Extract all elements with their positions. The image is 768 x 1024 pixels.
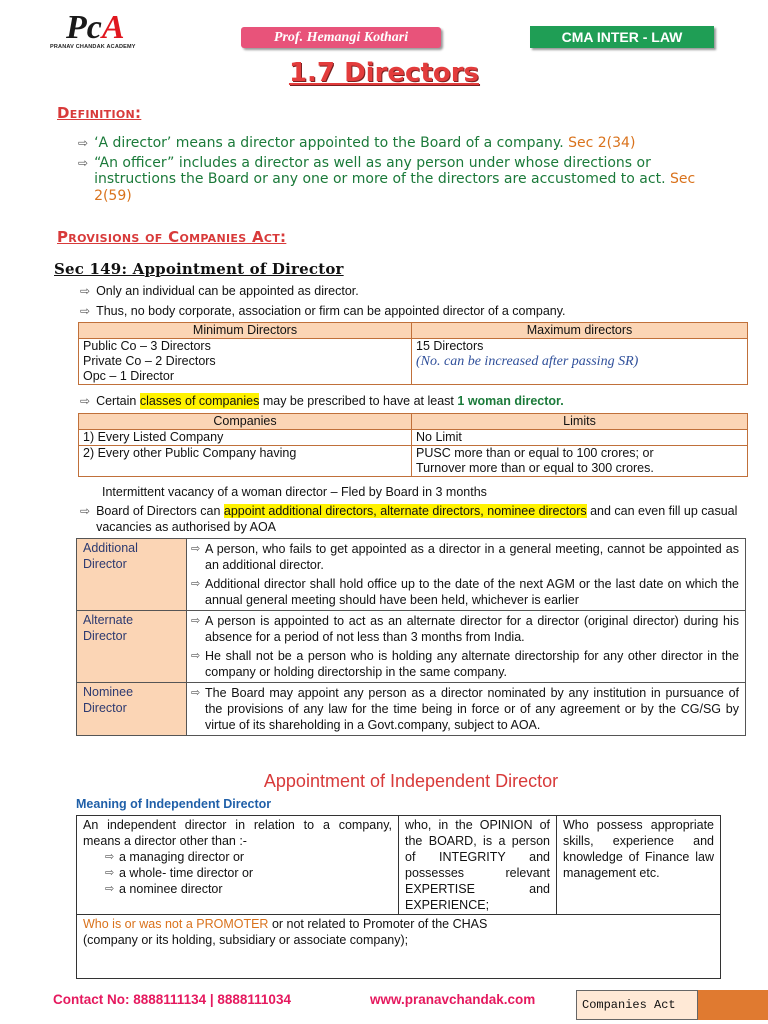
table-row (77, 915, 721, 979)
text: may be prescribed to have at least (259, 394, 458, 408)
sec149-bullets (80, 283, 740, 319)
arrow-right-icon: ⇨ (191, 650, 201, 662)
promoter-cell (77, 915, 721, 979)
arrow-right-icon: ⇨ (191, 687, 201, 699)
point-text: A person is appointed to act as an alternate director for a director (original director) during his absence for a period of not less than 3 months from India. (205, 614, 739, 644)
company-cell: 1) Every Listed Company (79, 430, 412, 446)
section-ref: Sec 2(59) (94, 171, 696, 204)
table-header: Limits (412, 414, 748, 430)
arrow-right-icon: ⇨ (80, 284, 91, 298)
point-text: Additional director shall hold office up to the date of the next AGM or the last date on which the annual general meeting should have been held, whichever is earlier (205, 577, 739, 607)
list-item (83, 849, 392, 865)
limit-line: PUSC more than or equal to 100 crores; or (416, 446, 654, 460)
limit-cell (412, 446, 748, 477)
footer-accent-bar (698, 990, 768, 1020)
contact-numbers: Contact No: 8888111134 | 8888111034 (53, 992, 291, 1007)
type-label: Additional Director (77, 539, 187, 611)
arrow-right-icon: ⇨ (78, 136, 89, 150)
definition-text: “An officer” includes a director as well as any person under whose directions or instructions the Board or any one or more of the directors are accustomed to act. (94, 154, 666, 187)
point-text: The Board may appoint any person as a director nominated by any institution in pursuance of the provisions of any law for the time being in force or of any agreement or by the CG/SG by virtue of its shareholding in a Govt.company, subject to AOA. (205, 686, 739, 732)
board-line (80, 503, 740, 535)
table-header: Companies (79, 414, 412, 430)
vacancy-text: Intermittent vacancy of a woman director – Fled by Board in 3 months (102, 485, 487, 499)
definition-heading: Definition: (57, 104, 142, 122)
max-note: (No. can be increased after passing SR) (416, 354, 639, 369)
meaning-heading: Meaning of Independent Director (76, 797, 272, 811)
text: Board of Directors can (96, 504, 224, 518)
company-cell: 2) Every other Public Company having (79, 446, 412, 477)
limit-cell: No Limit (412, 430, 748, 446)
type-label: Alternate Director (77, 611, 187, 683)
min-directors-cell (79, 339, 412, 385)
arrow-right-icon: ⇨ (80, 304, 91, 318)
item-text: a managing director or (119, 850, 245, 864)
min-line: Public Co – 3 Directors (83, 339, 211, 353)
point (191, 613, 739, 645)
independent-director-table (76, 815, 721, 979)
bullet-text: Only an individual can be appointed as director. (96, 284, 359, 298)
arrow-right-icon: ⇨ (191, 543, 201, 555)
point (191, 541, 739, 573)
table-row (77, 683, 746, 736)
course-badge: CMA INTER - LAW (530, 26, 714, 48)
skills-cell: Who possess appropriate skills, experience and knowledge of Finance law management etc. (557, 816, 721, 915)
list-item (83, 881, 392, 897)
highlight-text: appoint additional directors, alternate directors, nominee directors (223, 504, 587, 518)
type-body (187, 611, 746, 683)
opinion-cell: who, in the OPINION of the BOARD, is a person of INTEGRITY and possesses relevant EXPERTISE and EXPERIENCE; (399, 816, 557, 915)
min-line: Opc – 1 Director (83, 369, 175, 383)
point-text: A person, who fails to get appointed as a director in a general meeting, cannot be appointed as an additional director. (205, 542, 739, 572)
bullet-item (80, 303, 740, 319)
table-row (77, 611, 746, 683)
sec149-heading: Sec 149: Appointment of Director (54, 260, 344, 278)
table-row (77, 539, 746, 611)
definition-text: ‘A director’ means a director appointed to the Board of a company. (94, 135, 564, 151)
promoter-highlight: Who is or was not a PROMOTER (83, 917, 269, 931)
point (191, 648, 739, 680)
arrow-right-icon: ⇨ (191, 615, 201, 627)
section-ref: Sec 2(34) (568, 135, 636, 151)
director-types-table (76, 538, 746, 736)
table-header: Maximum directors (412, 323, 748, 339)
cell-text: (company or its holding, subsidiary or associate company); (83, 933, 409, 947)
arrow-right-icon: ⇨ (80, 504, 91, 518)
academy-logo (50, 9, 145, 56)
arrow-right-icon: ⇨ (105, 867, 115, 879)
type-body (187, 539, 746, 611)
woman-director-line (80, 393, 564, 409)
independent-director-title: Appointment of Independent Director (263, 771, 559, 791)
table-header: Minimum Directors (79, 323, 412, 339)
text: and can even fill up casual vacancies as authorised by AOA (96, 504, 738, 534)
logo-mark: PcA (66, 9, 125, 46)
woman-director-table (78, 413, 748, 477)
type-label: Nominee Director (77, 683, 187, 736)
definition-list (78, 135, 728, 204)
logo-subtitle: PRANAV CHANDAK ACADEMY (50, 44, 136, 50)
type-body (187, 683, 746, 736)
point (191, 685, 739, 733)
list-item (83, 865, 392, 881)
text: Certain (96, 394, 140, 408)
min-line: Private Co – 2 Directors (83, 354, 216, 368)
bullet-text: Thus, no body corporate, association or firm can be appointed director of a company. (96, 304, 566, 318)
arrow-right-icon: ⇨ (105, 851, 115, 863)
definition-cell (77, 816, 399, 915)
cell-text: or not related to Promoter of the CHAS (268, 917, 488, 931)
page-title: 1.7 Directors (288, 58, 480, 88)
max-line: 15 Directors (416, 339, 484, 353)
point (191, 576, 739, 608)
bullet-item (80, 283, 740, 299)
point-text: He shall not be a person who is holding any alternate directorship for any other director in the company or holding directorship in the same company. (205, 649, 739, 679)
arrow-right-icon: ⇨ (78, 155, 89, 170)
bold-text: 1 woman director. (457, 394, 564, 408)
arrow-right-icon: ⇨ (191, 578, 201, 590)
table-row (77, 816, 721, 915)
item-text: a nominee director (119, 882, 223, 896)
definition-item (78, 155, 728, 205)
cell-text: An independent director in relation to a company, means a director other than :- (83, 818, 392, 848)
professor-badge: Prof. Hemangi Kothari (241, 27, 441, 48)
arrow-right-icon: ⇨ (105, 883, 115, 895)
arrow-right-icon: ⇨ (80, 394, 91, 408)
item-text: a whole- time director or (119, 866, 254, 880)
limit-line: Turnover more than or equal to 300 crores. (416, 461, 654, 475)
highlight-text: classes of companies (139, 394, 260, 408)
max-directors-cell (412, 339, 748, 385)
website-link[interactable]: www.pranavchandak.com (370, 992, 536, 1007)
directors-count-table (78, 322, 748, 385)
footer-subject-tag: Companies Act (576, 990, 698, 1020)
definition-item (78, 135, 728, 152)
provisions-heading: Provisions of Companies Act: (57, 228, 287, 246)
